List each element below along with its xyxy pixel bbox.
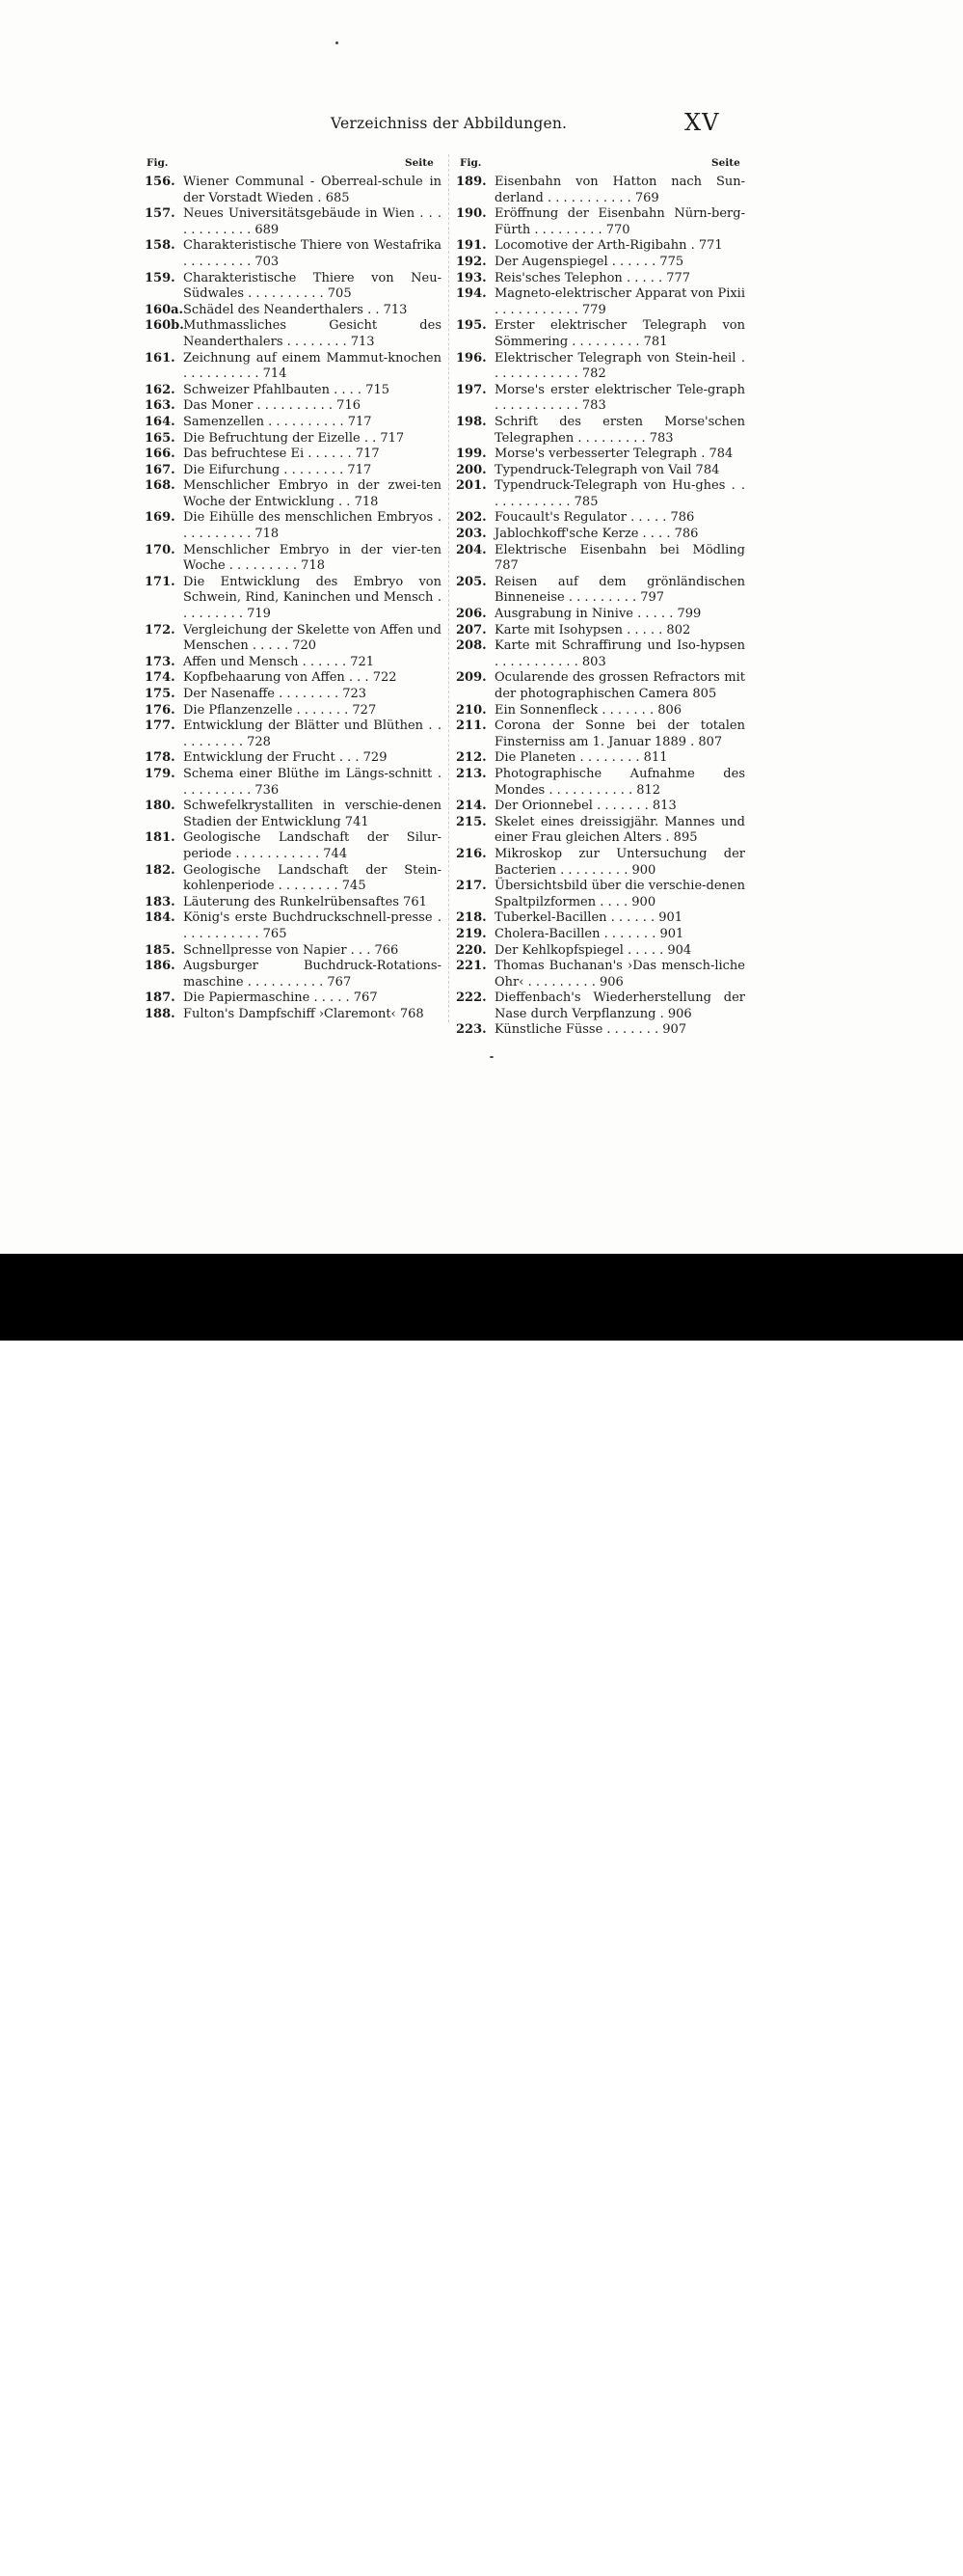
figure-number: 178. <box>145 750 175 766</box>
figure-entry <box>145 575 441 623</box>
figure-caption: Affen und Mensch . . . . . . 721 <box>183 654 375 669</box>
figure-number: 223. <box>456 1022 487 1038</box>
figure-number: 214. <box>456 799 487 814</box>
figure-number: 197. <box>456 382 487 397</box>
figure-number: 171. <box>145 574 175 589</box>
figure-caption: Fulton's Dampfschiff ›Claremont‹ 768 <box>183 1006 424 1021</box>
figure-entry <box>456 543 745 575</box>
figure-caption: Ein Sonnenfleck . . . . . . . 806 <box>495 702 682 718</box>
figure-number: 164. <box>145 414 175 429</box>
figure-caption: Cholera-Bacillen . . . . . . . 901 <box>495 926 684 941</box>
figure-entry <box>456 447 745 463</box>
figure-entry <box>145 655 441 671</box>
figure-entry <box>456 478 745 510</box>
figure-entry <box>145 431 441 447</box>
figure-caption: Die Befruchtung der Eizelle . . 717 <box>183 430 405 446</box>
figure-number: 203. <box>456 527 487 542</box>
figure-number: 168. <box>145 478 175 494</box>
figure-caption: Neues Universitätsgebäude in Wien . . . . . . . . . . . . 689 <box>183 206 441 237</box>
figure-caption: Das befruchtese Ei . . . . . . 717 <box>183 447 380 462</box>
figure-caption: Der Nasenaffe . . . . . . . . 723 <box>183 687 367 701</box>
figure-entry <box>456 575 745 607</box>
figure-number: 174. <box>145 670 175 686</box>
figure-entry <box>456 351 745 383</box>
figure-caption: Läuterung des Runkelrübensaftes 761 <box>183 894 427 909</box>
figure-caption: Typendruck-Telegraph von Hu-ghes . . . . . . . . . . . . 785 <box>495 478 745 509</box>
figure-number: 163. <box>145 398 175 414</box>
figure-caption: Mikroskop zur Untersuchung der Bacterien . . . . . . . . . 900 <box>495 846 745 878</box>
figure-number: 209. <box>456 670 487 686</box>
figure-caption: Reis'sches Telephon . . . . . 777 <box>495 270 691 285</box>
figure-number: 170. <box>145 542 175 557</box>
figure-caption: Entwicklung der Blätter und Blüthen . . . . . . . . . . 728 <box>183 719 441 749</box>
figure-entry <box>456 415 745 447</box>
figure-entry <box>145 238 441 270</box>
figure-entry <box>456 238 745 255</box>
figure-entry <box>456 847 745 879</box>
scan-speck <box>490 1056 494 1058</box>
figure-entry <box>145 543 441 575</box>
figure-entry <box>145 910 441 942</box>
figure-number: 202. <box>456 510 487 526</box>
figure-entry <box>145 767 441 799</box>
figure-entry <box>145 510 441 542</box>
figure-number: 194. <box>456 286 487 302</box>
figure-caption: Charakteristische Thiere von Westafrika . . . . . . . . . 703 <box>183 238 441 269</box>
figure-entry <box>456 175 745 206</box>
figure-caption: Zeichnung auf einem Mammut-knochen . . . . . . . . . . 714 <box>183 350 441 382</box>
figure-entry <box>145 415 441 431</box>
figure-entry <box>145 750 441 767</box>
figure-caption: Das Moner . . . . . . . . . . 716 <box>183 398 361 414</box>
column-divider <box>448 154 449 1022</box>
figure-entry <box>145 206 441 238</box>
figure-caption: Entwicklung der Frucht . . . 729 <box>183 750 388 766</box>
figure-caption: Die Eifurchung . . . . . . . . 717 <box>183 462 372 477</box>
figure-number: 167. <box>145 462 175 477</box>
figure-caption: Morse's verbesserter Telegraph . 784 <box>495 447 734 462</box>
figure-caption: Skelet eines dreissigjähr. Mannes und einer Frau gleichen Alters . 895 <box>495 814 745 846</box>
figure-caption: Kopfbehaarung von Affen . . . 722 <box>183 670 397 686</box>
figure-entry <box>145 990 441 1007</box>
figure-number: 213. <box>456 766 487 781</box>
figure-number: 199. <box>456 447 487 462</box>
figure-number: 221. <box>456 959 487 974</box>
figure-entry <box>456 959 745 990</box>
figure-caption: Geologische Landschaft der Silur-periode . . . . . . . . . . . 744 <box>183 830 441 861</box>
figure-entry <box>456 463 745 479</box>
figure-entry <box>145 351 441 383</box>
figure-entry <box>145 1007 441 1023</box>
figure-entry <box>456 607 745 623</box>
figure-caption: Erster elektrischer Telegraph von Sömmering . . . . . . . . . 781 <box>495 318 745 349</box>
figure-caption: Reisen auf dem grönländischen Binneneise . . . . . . . . . 797 <box>495 574 745 606</box>
figure-number: 160b. <box>145 318 184 334</box>
figure-entry <box>145 799 441 830</box>
figure-number: 175. <box>145 687 175 701</box>
figure-number: 161. <box>145 350 175 366</box>
figure-caption: Die Entwicklung des Embryo von Schwein, Rind, Kaninchen und Mensch . . . . . . . . . 719 <box>183 574 441 622</box>
figure-caption: Photographische Aufnahme des Mondes . . . . . . . . . . . 812 <box>495 766 745 798</box>
figure-number: 185. <box>145 942 175 958</box>
figure-number: 190. <box>456 206 487 222</box>
figure-entry <box>456 255 745 271</box>
figure-caption: Karte mit Schraffirung und Iso-hypsen . . . . . . . . . . . 803 <box>495 638 745 669</box>
figure-number: 210. <box>456 702 487 718</box>
figure-number: 188. <box>145 1006 175 1021</box>
figure-entry <box>456 318 745 350</box>
figure-caption: Dieffenbach's Wiederherstellung der Nase durch Verpflanzung . 906 <box>495 990 745 1021</box>
figure-number: 182. <box>145 862 175 878</box>
figure-entry <box>456 286 745 318</box>
figure-number: 192. <box>456 254 487 269</box>
figure-caption: Die Planeten . . . . . . . . 811 <box>495 750 668 766</box>
figure-caption: Morse's erster elektrischer Tele-graph . . . . . . . . . . . 783 <box>495 382 745 414</box>
figure-caption: Schwefelkrystalliten in verschie-denen Stadien der Entwicklung 741 <box>183 799 441 829</box>
figure-entry <box>456 1022 745 1039</box>
figure-caption: Eröffnung der Eisenbahn Nürn-berg-Fürth . . . . . . . . . 770 <box>495 206 745 237</box>
figure-number: 206. <box>456 607 487 622</box>
figure-caption: Samenzellen . . . . . . . . . . 717 <box>183 414 372 429</box>
figure-caption: Typendruck-Telegraph von Vail 784 <box>495 462 720 477</box>
figure-number: 180. <box>145 799 175 814</box>
figure-caption: Wiener Communal - Oberreal-schule in der Vorstadt Wieden . 685 <box>183 175 441 205</box>
scan-speck <box>335 41 338 44</box>
figure-caption: Locomotive der Arth-Rigibahn . 771 <box>495 238 723 254</box>
figure-number: 183. <box>145 894 175 909</box>
figure-caption: Tuberkel-Bacillen . . . . . . 901 <box>495 910 683 926</box>
figure-number: 177. <box>145 719 175 734</box>
figure-entry <box>145 670 441 687</box>
figure-number: 189. <box>456 175 487 189</box>
figure-entry <box>145 895 441 911</box>
figure-number: 198. <box>456 414 487 429</box>
figure-number: 173. <box>145 654 175 669</box>
figure-number: 207. <box>456 622 487 637</box>
figure-caption: Muthmassliches Gesicht des Neanderthalers . . . . . . . . 713 <box>183 318 441 349</box>
right-fig-label: Fig. <box>460 157 482 169</box>
figure-entry <box>456 927 745 943</box>
figure-number: 179. <box>145 766 175 781</box>
figure-entry <box>145 463 441 479</box>
figure-number: 218. <box>456 910 487 926</box>
figure-number: 160a. <box>145 302 184 317</box>
figure-caption: Der Augenspiegel . . . . . . 775 <box>495 254 684 269</box>
figure-caption: Elektrischer Telegraph von Stein-heil . . . . . . . . . . . . 782 <box>495 350 745 382</box>
figure-number: 156. <box>145 175 175 189</box>
right-page-label: Seite <box>711 157 740 169</box>
figure-caption: Übersichtsbild über die verschie-denen Spaltpilzformen . . . . 900 <box>495 879 745 909</box>
figure-caption: Vergleichung der Skelette von Affen und Menschen . . . . . 720 <box>183 622 441 654</box>
figure-caption: Ausgrabung in Ninive . . . . . 799 <box>495 607 702 622</box>
figure-number: 181. <box>145 830 175 846</box>
figure-number: 215. <box>456 814 487 829</box>
figure-entry <box>456 703 745 719</box>
figure-entry <box>456 670 745 702</box>
figure-number: 201. <box>456 478 487 494</box>
running-title: Verzeichniss der Abbildungen. <box>331 115 568 132</box>
figure-entry <box>145 623 441 655</box>
figure-number: 166. <box>145 447 175 462</box>
figure-entry <box>145 703 441 719</box>
figure-caption: Menschlicher Embryo in der zwei-ten Woche der Entwicklung . . 718 <box>183 478 441 509</box>
figure-entry <box>145 943 441 960</box>
figure-entry <box>456 910 745 927</box>
figure-entry <box>145 383 441 399</box>
figure-caption: Menschlicher Embryo in der vier-ten Woche . . . . . . . . . 718 <box>183 542 441 574</box>
figure-entry <box>145 959 441 990</box>
figure-number: 159. <box>145 270 175 285</box>
figure-caption: Schweizer Pfahlbauten . . . . 715 <box>183 382 390 397</box>
figure-caption: Künstliche Füsse . . . . . . . 907 <box>495 1022 687 1038</box>
figure-entry <box>145 863 441 895</box>
figure-number: 220. <box>456 942 487 958</box>
figure-caption: Geologische Landschaft der Stein-kohlenperiode . . . . . . . . 745 <box>183 862 441 894</box>
site-url: www.alamy.com <box>814 2557 942 2575</box>
figure-caption: Magneto-elektrischer Apparat von Pixii . . . . . . . . . . . 779 <box>495 286 745 317</box>
figure-caption: Die Eihülle des menschlichen Embryos . . . . . . . . . . 718 <box>183 510 441 542</box>
figure-entry <box>456 990 745 1022</box>
figure-number: 204. <box>456 542 487 557</box>
left-fig-label: Fig. <box>147 157 169 169</box>
figure-entry <box>456 719 745 750</box>
figure-entry <box>456 638 745 670</box>
figure-number: 216. <box>456 846 487 861</box>
figure-number: 196. <box>456 350 487 366</box>
figure-entry <box>456 799 745 815</box>
figure-entry <box>456 815 745 847</box>
figure-entry <box>456 943 745 960</box>
figure-caption: Schädel des Neanderthalers . . 713 <box>183 302 408 317</box>
figure-entry <box>145 175 441 206</box>
figure-caption: Foucault's Regulator . . . . . 786 <box>495 510 695 526</box>
figure-entry <box>145 303 441 319</box>
figure-number: 217. <box>456 879 487 894</box>
figure-caption: Augsburger Buchdruck-Rotations-maschine . . . . . . . . . . 767 <box>183 959 441 990</box>
figure-number: 195. <box>456 318 487 334</box>
figure-number: 186. <box>145 959 175 974</box>
figure-number: 211. <box>456 719 487 734</box>
alamy-logo: alamy <box>19 2519 178 2575</box>
figure-number: 212. <box>456 750 487 766</box>
figure-entry <box>456 271 745 287</box>
figure-number: 176. <box>145 702 175 718</box>
figure-entry <box>145 478 441 510</box>
figure-entry <box>145 398 441 415</box>
figure-entry <box>456 383 745 415</box>
figure-caption: Thomas Buchanan's ›Das mensch-liche Ohr‹ . . . . . . . . . 906 <box>495 959 745 990</box>
figure-entry <box>456 879 745 910</box>
figure-number: 193. <box>456 270 487 285</box>
figure-entry <box>145 318 441 350</box>
figure-caption: Corona der Sonne bei der totalen Finsterniss am 1. Januar 1889 . 807 <box>495 719 745 749</box>
figure-caption: Schrift des ersten Morse'schen Telegraphen . . . . . . . . . 783 <box>495 414 745 446</box>
figure-entry <box>145 447 441 463</box>
figure-caption: Eisenbahn von Hatton nach Sun-derland . . . . . . . . . . . 769 <box>495 175 745 205</box>
figure-number: 187. <box>145 990 175 1006</box>
figure-entry <box>456 750 745 767</box>
figure-caption: Die Papiermaschine . . . . . 767 <box>183 990 378 1006</box>
figure-entry <box>456 206 745 238</box>
figure-number: 184. <box>145 910 175 926</box>
page-number: XV <box>684 109 720 136</box>
figure-entry <box>456 510 745 527</box>
figure-caption: Elektrische Eisenbahn bei Mödling 787 <box>495 542 745 574</box>
figure-caption: Charakteristische Thiere von Neu-Südwales . . . . . . . . . . 705 <box>183 270 441 302</box>
figure-entry <box>145 271 441 303</box>
figure-caption: Karte mit Isohypsen . . . . . 802 <box>495 622 691 637</box>
figure-number: 158. <box>145 238 175 254</box>
watermark-banner <box>0 1254 963 2575</box>
figure-number: 165. <box>145 430 175 446</box>
left-figure-list <box>145 175 441 1022</box>
left-page-label: Seite <box>405 157 434 169</box>
figure-entry <box>456 767 745 799</box>
figure-caption: Die Pflanzenzelle . . . . . . . 727 <box>183 702 377 718</box>
figure-number: 162. <box>145 382 175 397</box>
image-id: JHCK4C <box>862 2523 942 2546</box>
figure-caption: Der Kehlkopfspiegel . . . . . 904 <box>495 942 692 958</box>
right-figure-list <box>456 175 745 1039</box>
figure-caption: Schnellpresse von Napier . . . 766 <box>183 942 399 958</box>
figure-number: 169. <box>145 510 175 526</box>
figure-number: 191. <box>456 238 487 254</box>
figure-entry <box>456 527 745 543</box>
scanned-page <box>0 0 963 1254</box>
figure-entry <box>145 687 441 703</box>
figure-number: 205. <box>456 574 487 589</box>
figure-caption: Der Orionnebel . . . . . . . 813 <box>495 799 677 814</box>
figure-number: 200. <box>456 462 487 477</box>
figure-number: 219. <box>456 926 487 941</box>
figure-number: 172. <box>145 622 175 637</box>
figure-caption: Jablochkoff'sche Kerze . . . . 786 <box>495 527 699 542</box>
figure-number: 222. <box>456 990 487 1006</box>
figure-entry <box>145 830 441 862</box>
figure-entry <box>145 719 441 750</box>
figure-caption: Schema einer Blüthe im Längs-schnitt . . . . . . . . . . 736 <box>183 766 441 798</box>
figure-entry <box>456 623 745 639</box>
figure-caption: König's erste Buchdruckschnell-presse . . . . . . . . . . . 765 <box>183 910 441 941</box>
figure-number: 157. <box>145 206 175 222</box>
figure-caption: Ocularende des grossen Refractors mit der photographischen Camera 805 <box>495 670 745 701</box>
figure-number: 208. <box>456 638 487 654</box>
